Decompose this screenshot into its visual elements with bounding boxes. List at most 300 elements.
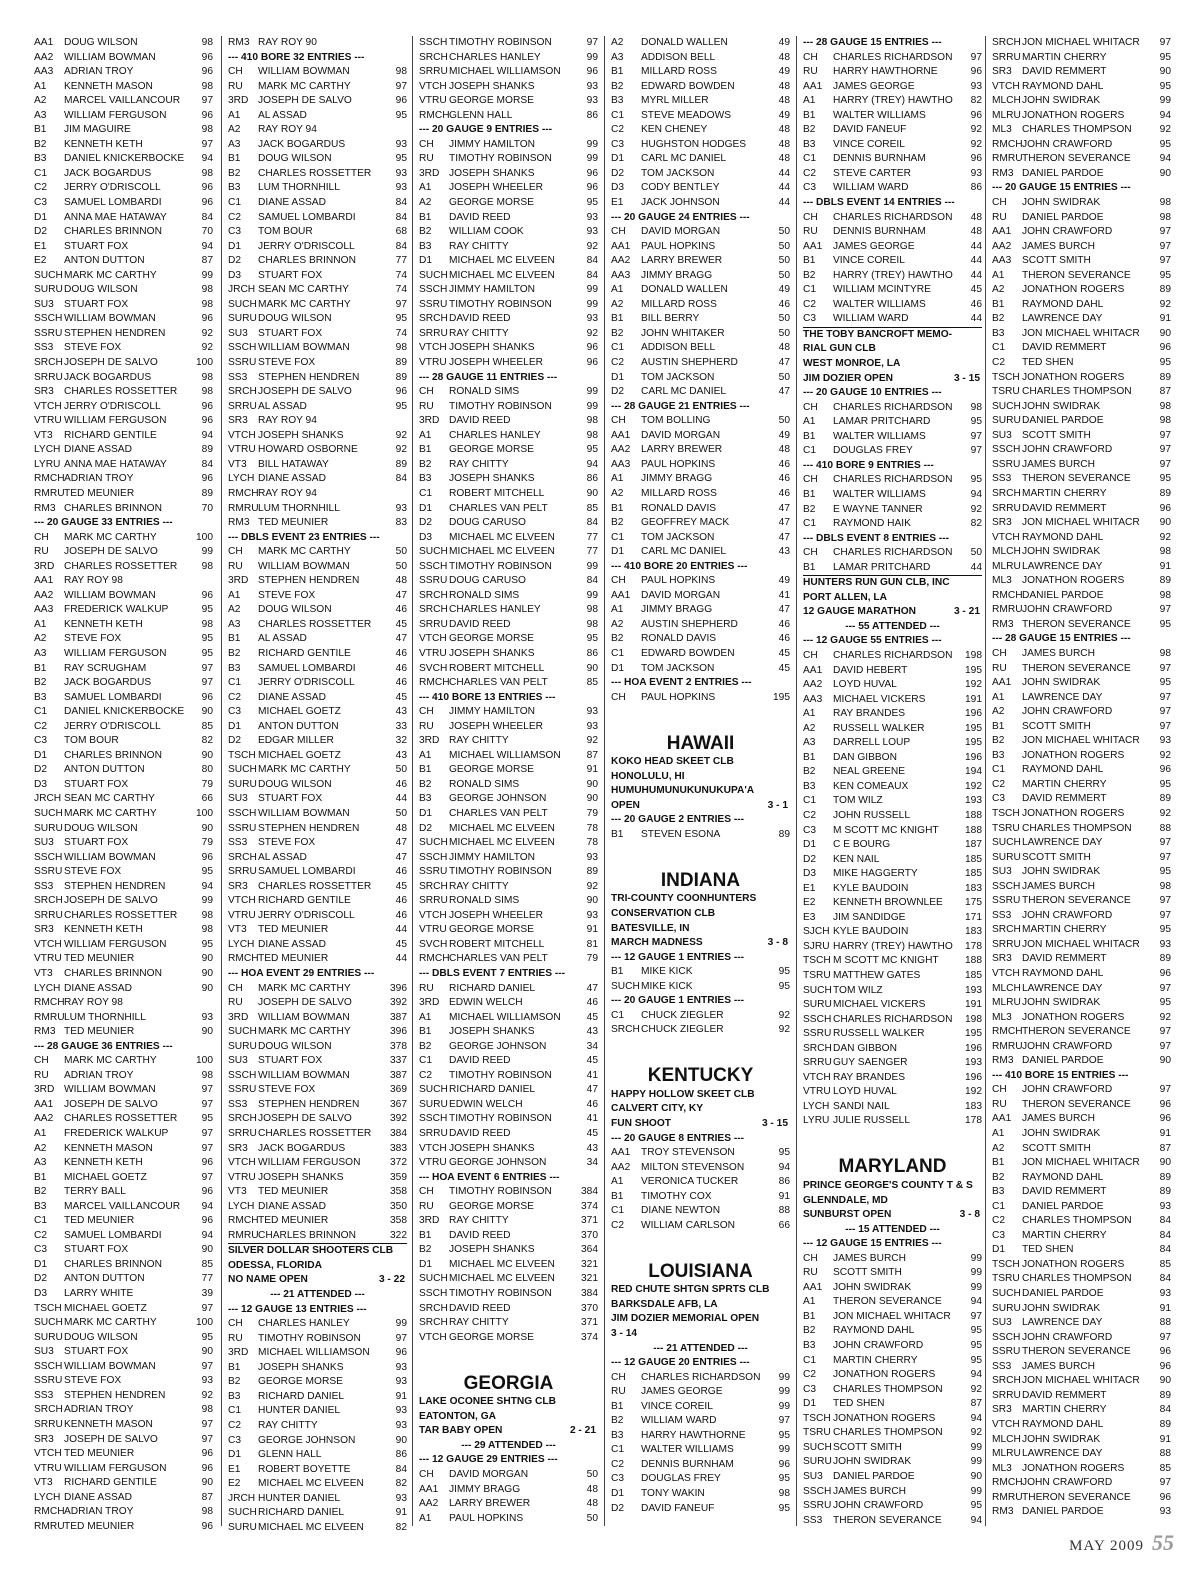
shooter-name: JON MICHAEL WHITACR: [1022, 517, 1140, 529]
score: 94: [586, 458, 598, 470]
score: 93: [1159, 938, 1171, 950]
result-row: [228, 254, 407, 269]
club-name: [611, 1283, 790, 1298]
class-code: A2: [803, 722, 816, 734]
result-row: [34, 225, 213, 240]
shooter-name: CHARLES ROSSETTER: [258, 880, 372, 892]
result-row: [611, 225, 790, 240]
class-code: C2: [611, 124, 625, 136]
result-row: [34, 443, 213, 458]
score: 95: [778, 1502, 790, 1514]
result-row: [992, 51, 1171, 66]
result-row: [228, 356, 407, 371]
score: 93: [586, 706, 598, 718]
shooter-name: LAWRENCE DAY: [1022, 1448, 1103, 1460]
class-code: C3: [34, 197, 48, 209]
result-row: [803, 298, 982, 313]
class-code: B3: [34, 691, 47, 703]
section-spacer: [611, 1233, 790, 1243]
result-row: [992, 80, 1171, 95]
score: 95: [1159, 618, 1171, 630]
score: 70: [201, 226, 213, 238]
score: 96: [1159, 1491, 1171, 1503]
class-code: AA1: [34, 37, 54, 48]
result-row: [419, 734, 598, 749]
result-row: [992, 952, 1171, 967]
class-code: VT3: [228, 924, 247, 936]
class-code: A1: [419, 429, 432, 441]
class-code: D3: [611, 182, 625, 194]
score: 93: [970, 80, 982, 92]
class-code: D1: [611, 1488, 625, 1500]
class-code: B3: [803, 780, 816, 792]
shooter-name: LAWRENCE DAY: [1022, 1317, 1103, 1329]
state-name: GEORGIA: [463, 1372, 554, 1394]
shooter-name: TERRY BALL: [64, 1186, 126, 1198]
result-row: [419, 283, 598, 298]
class-code: B2: [228, 647, 241, 659]
score: 98: [1159, 211, 1171, 223]
shooter-name: JOSEPH SHANKS: [449, 473, 535, 485]
shooter-name: LOYD HUVAL: [833, 679, 897, 691]
class-code: B2: [611, 517, 624, 529]
shooter-name: LAWRENCE DAY: [1022, 691, 1103, 703]
result-row: [419, 385, 598, 400]
shooter-name: RAY ROY 94: [258, 487, 317, 499]
shooter-name: TIMOTHY ROBINSON: [449, 1069, 552, 1081]
result-row: [34, 691, 213, 706]
event-header-text: --- DBLS EVENT 8 ENTRIES ---: [803, 532, 950, 544]
score: 90: [586, 487, 598, 499]
result-row: [803, 1368, 982, 1383]
result-row: [803, 867, 982, 882]
class-code: TSCH: [803, 955, 831, 967]
class-code: SU3: [34, 298, 54, 310]
score: 45: [778, 662, 790, 674]
class-code: SRRU: [992, 502, 1021, 514]
score: 46: [395, 778, 407, 790]
score: 96: [201, 691, 213, 703]
class-code: VT3: [34, 1477, 53, 1489]
shooter-name: VINCE COREIL: [641, 1400, 713, 1412]
score: 50: [778, 240, 790, 252]
class-code: SSRU: [34, 866, 63, 878]
score: 84: [1159, 1215, 1171, 1227]
score: 195: [965, 664, 982, 676]
class-code: D1: [419, 807, 433, 819]
score: 95: [201, 604, 213, 616]
result-row: [34, 414, 213, 429]
score: 98: [586, 429, 598, 441]
result-row: [228, 1156, 407, 1171]
result-row: [34, 1374, 213, 1389]
class-code: B3: [611, 1429, 624, 1441]
shooter-name: RAY SCRUGHAM: [64, 662, 147, 674]
shooter-name: DOUG WILSON: [258, 313, 332, 325]
shooter-name: LARRY BREWER: [641, 444, 723, 456]
shooter-name: JOSEPH DE SALVO: [258, 95, 352, 107]
score: 90: [586, 793, 598, 805]
score: 49: [778, 575, 790, 587]
class-code: C1: [228, 197, 242, 209]
class-code: SRRU: [419, 327, 448, 339]
result-row: [34, 109, 213, 124]
class-code: CH: [611, 226, 626, 238]
class-code: C1: [803, 153, 817, 165]
score: 93: [586, 720, 598, 732]
class-code: C1: [803, 795, 817, 807]
result-row: [803, 1324, 982, 1339]
score: 46: [395, 662, 407, 674]
score: 87: [201, 255, 213, 267]
class-code: RMRU: [228, 1229, 259, 1241]
score: 90: [1159, 1375, 1171, 1387]
class-code: SRCH: [992, 37, 1021, 48]
shooter-name: E WAYNE TANNER: [833, 503, 923, 515]
score: 97: [395, 298, 407, 310]
result-row: [803, 312, 982, 328]
class-code: RMCH: [419, 109, 450, 121]
shooter-name: DARRELL LOUP: [833, 737, 911, 749]
score: 89: [1159, 371, 1171, 383]
score: 97: [201, 1171, 213, 1183]
result-row: [34, 982, 213, 997]
result-row: [992, 1025, 1171, 1040]
score: 89: [1159, 1186, 1171, 1198]
shoot-date: 3 - 22: [378, 1274, 405, 1286]
score: 97: [1159, 226, 1171, 238]
result-row: [992, 385, 1171, 400]
shooter-name: JOHN SWIDRAK: [1022, 677, 1101, 689]
result-row: [34, 65, 213, 80]
shooter-name: ANNA MAE HATAWAY: [64, 458, 167, 470]
score: 50: [778, 327, 790, 339]
score: 95: [970, 1325, 982, 1337]
score: 86: [586, 109, 598, 121]
result-row: [419, 1229, 598, 1244]
class-code: RMCH: [228, 487, 259, 499]
class-code: AA3: [803, 693, 823, 705]
class-code: JRCH: [228, 284, 256, 296]
result-row: [803, 211, 982, 226]
shooter-name: MARK MC CARTHY: [64, 269, 157, 281]
shooter-name: DAVID REED: [449, 1229, 511, 1241]
result-row: [34, 51, 213, 66]
club-name: [803, 328, 982, 343]
result-row: [228, 240, 407, 255]
column-divider: [985, 36, 986, 1526]
score: 96: [201, 109, 213, 121]
result-row: [803, 269, 982, 284]
score: 66: [201, 793, 213, 805]
score: 98: [201, 1506, 213, 1518]
shooter-name: JOSEPH SHANKS: [258, 1361, 344, 1373]
score: 50: [778, 313, 790, 325]
score: 45: [970, 284, 982, 296]
result-row: [419, 763, 598, 778]
event-header-text: --- 20 GAUGE 10 ENTRIES ---: [803, 387, 942, 399]
class-code: RU: [34, 1069, 49, 1081]
score: 89: [395, 371, 407, 383]
club-location-text: HONOLULU, HI: [611, 770, 685, 782]
score: 97: [970, 445, 982, 457]
result-row: [34, 240, 213, 255]
shooter-name: AL ASSAD: [258, 851, 307, 863]
result-row: [34, 894, 213, 909]
score: 94: [970, 1369, 982, 1381]
result-row: [34, 603, 213, 618]
score: 95: [1159, 51, 1171, 63]
score: 90: [586, 778, 598, 790]
score: 44: [395, 793, 407, 805]
class-code: TSRU: [803, 970, 831, 981]
shooter-name: ADRIAN TROY: [64, 473, 134, 485]
shooter-name: ADDISON BELL: [641, 51, 716, 63]
result-row: [803, 1281, 982, 1296]
shooter-name: JOSEPH SHANKS: [449, 342, 535, 354]
result-row: [992, 1243, 1171, 1258]
club-location-text: WEST MONROE, LA: [803, 358, 901, 370]
shooter-name: KEN COMEAUX: [833, 780, 909, 792]
score: 193: [965, 795, 982, 807]
shooter-name: JON MICHAEL WHITACR: [1022, 327, 1140, 339]
score: 48: [778, 444, 790, 456]
class-code: C1: [419, 487, 433, 499]
class-code: B2: [803, 766, 816, 778]
shooter-name: KEN NAIL: [833, 853, 880, 865]
event-header: [803, 36, 982, 51]
score: 97: [1159, 444, 1171, 456]
score: 92: [395, 444, 407, 456]
event-header: [611, 813, 790, 828]
score: 92: [1159, 749, 1171, 761]
class-code: SSCH: [419, 1288, 448, 1300]
class-code: AA2: [34, 51, 54, 63]
class-code: SURU: [228, 1521, 257, 1533]
result-row: [611, 1204, 790, 1219]
result-row: [34, 836, 213, 851]
state-name: LOUISIANA: [648, 1260, 753, 1282]
class-code: RM3: [992, 1506, 1014, 1518]
shooter-name: JERRY O'DRISCOLL: [258, 909, 355, 921]
shooter-name: STUART FOX: [64, 298, 129, 310]
score: 98: [201, 37, 213, 48]
club-location-text: EATONTON, GA: [419, 1410, 496, 1422]
score: 47: [395, 837, 407, 849]
score: 99: [970, 1281, 982, 1293]
score: 97: [201, 662, 213, 674]
class-code: SSRU: [228, 357, 257, 369]
result-row: [611, 414, 790, 429]
score: 43: [586, 1142, 598, 1154]
class-code: RM3: [34, 1026, 56, 1038]
shooter-name: JOHN SWIDRAK: [1022, 1433, 1101, 1445]
shooter-name: RONALD DAVIS: [641, 502, 717, 514]
attendance-text: --- 21 ATTENDED ---: [653, 1342, 748, 1354]
result-row: [34, 1360, 213, 1375]
score: 80: [201, 764, 213, 776]
result-row: [419, 1468, 598, 1483]
shooter-name: CHARLES ROSSETTER: [64, 909, 178, 921]
class-code: TSCH: [992, 1258, 1020, 1270]
shooter-name: WILLIAM FERGUSON: [64, 1462, 167, 1474]
score: 50: [395, 764, 407, 776]
shooter-name: STEVE FOX: [258, 589, 316, 601]
score: 47: [395, 851, 407, 863]
shoot-event: [611, 799, 790, 814]
shooter-name: RICHARD GENTILE: [258, 895, 351, 907]
score: 94: [1159, 109, 1171, 121]
score: 374: [581, 1200, 598, 1212]
result-row: [803, 1383, 982, 1398]
shooter-name: JOSEPH WHEELER: [449, 357, 543, 369]
score: 92: [1159, 531, 1171, 543]
class-code: SUCH: [419, 1273, 448, 1285]
club-location-text: BARKSDALE AFB, LA: [611, 1298, 718, 1310]
shooter-name: RICHARD GENTILE: [64, 1477, 157, 1489]
result-row: [34, 312, 213, 327]
score: 97: [1159, 1040, 1171, 1052]
score: 98: [1159, 589, 1171, 601]
result-row: [228, 1419, 407, 1434]
score: 84: [1159, 1404, 1171, 1416]
score: 46: [395, 909, 407, 921]
class-code: SURU: [992, 1302, 1021, 1314]
shooter-name: DOUG WILSON: [64, 37, 138, 48]
shooter-name: MICHAEL MC ELVEEN: [449, 822, 555, 834]
event-header: [34, 516, 213, 531]
event-header-text: --- DBLS EVENT 14 ENTRIES ---: [803, 197, 955, 209]
class-code: SUCH: [419, 269, 448, 281]
class-code: RU: [803, 66, 818, 78]
class-code: CH: [611, 415, 626, 427]
shooter-name: JONATHON ROGERS: [1022, 1011, 1125, 1023]
result-row: [228, 1229, 407, 1245]
result-row: [34, 458, 213, 473]
club-location: [611, 922, 790, 937]
event-header-text: --- 20 GAUGE 33 ENTRIES ---: [34, 517, 173, 529]
shooter-name: WILLIAM CARLSON: [641, 1219, 735, 1231]
result-row: [992, 414, 1171, 429]
class-code: A1: [34, 1128, 47, 1140]
club-name: [611, 784, 790, 799]
score: 98: [1159, 197, 1171, 209]
class-code: 3RD: [228, 575, 249, 587]
score: 97: [201, 1098, 213, 1110]
result-row: [228, 1040, 407, 1055]
class-code: SRCH: [228, 1113, 257, 1125]
class-code: SRCH: [992, 487, 1021, 499]
shooter-name: JON MICHAEL WHITACR: [833, 1310, 951, 1322]
score: 98: [201, 284, 213, 296]
shooter-name: DIANE ASSAD: [258, 473, 326, 485]
class-code: SSRU: [34, 327, 63, 339]
class-code: B3: [228, 182, 241, 194]
score: 93: [586, 226, 598, 238]
class-code: AA2: [611, 444, 631, 456]
score: 90: [1159, 66, 1171, 78]
shooter-name: TED MEUNIER: [64, 1215, 135, 1227]
class-code: SRRU: [419, 618, 448, 630]
event-header: [611, 676, 790, 691]
shooter-name: MICHAEL WILLIAMSON: [449, 749, 561, 761]
result-row: [419, 1069, 598, 1084]
result-row: [34, 574, 213, 589]
score: 95: [586, 197, 598, 209]
shooter-name: MARK MC CARTHY: [258, 298, 351, 310]
score: 89: [586, 866, 598, 878]
shooter-name: JOHN SWIDRAK: [1022, 1128, 1101, 1140]
result-row: [419, 1497, 598, 1512]
score: 321: [581, 1258, 598, 1270]
class-code: A2: [611, 618, 624, 630]
shooter-name: JERRY O'DRISCOLL: [64, 400, 161, 412]
result-row: [34, 662, 213, 677]
result-row: [803, 954, 982, 969]
class-code: MLCH: [992, 1433, 1021, 1445]
score: 195: [965, 737, 982, 749]
score: 93: [586, 909, 598, 921]
class-code: RMRU: [992, 153, 1023, 165]
class-code: D1: [228, 240, 242, 252]
result-row: [34, 123, 213, 138]
score: 43: [778, 546, 790, 558]
result-row: [992, 312, 1171, 327]
result-row: [803, 780, 982, 795]
class-code: D1: [803, 1398, 817, 1410]
result-row: [228, 691, 407, 706]
shooter-name: LAWRENCE DAY: [1022, 982, 1103, 994]
result-row: [228, 676, 407, 691]
score: 97: [1159, 458, 1171, 470]
result-row: [992, 225, 1171, 240]
class-code: SRCH: [34, 895, 63, 907]
score: 191: [965, 693, 982, 705]
score: 364: [581, 1244, 598, 1256]
shooter-name: RAYMOND DAHL: [1022, 968, 1104, 979]
score: 48: [778, 124, 790, 136]
result-row: [803, 283, 982, 298]
club-name-text: PRINCE GEORGE'S COUNTY T & S: [803, 1180, 973, 1192]
result-row: [34, 545, 213, 560]
shooter-name: RAYMOND DAHL: [833, 1325, 915, 1337]
shooter-name: DAVID REMMERT: [1022, 953, 1107, 965]
result-row: [992, 1083, 1171, 1098]
class-code: D1: [228, 1449, 242, 1461]
result-row: [992, 1229, 1171, 1244]
shooter-name: WILLIAM FERGUSON: [64, 415, 167, 427]
result-row: [419, 414, 598, 429]
class-code: SRCH: [419, 604, 448, 616]
class-code: A1: [611, 1176, 624, 1188]
result-row: [228, 545, 407, 560]
result-row: [228, 1098, 407, 1113]
class-code: B1: [803, 561, 816, 573]
shooter-name: ANTON DUTTON: [258, 720, 339, 732]
class-code: SSRU: [992, 895, 1021, 907]
shooter-name: JIMMY BRAGG: [449, 1483, 521, 1495]
class-code: C3: [228, 226, 242, 238]
result-row: [992, 109, 1171, 124]
shooter-name: RONALD SIMS: [449, 895, 520, 907]
class-code: A1: [992, 1128, 1005, 1140]
shooter-name: STUART FOX: [64, 240, 129, 252]
result-row: [228, 341, 407, 356]
shooter-name: DAVID REMMERT: [1022, 1186, 1107, 1198]
result-row: [419, 560, 598, 575]
class-code: CH: [419, 706, 434, 718]
shooter-name: TED MEUNIER: [64, 953, 135, 965]
